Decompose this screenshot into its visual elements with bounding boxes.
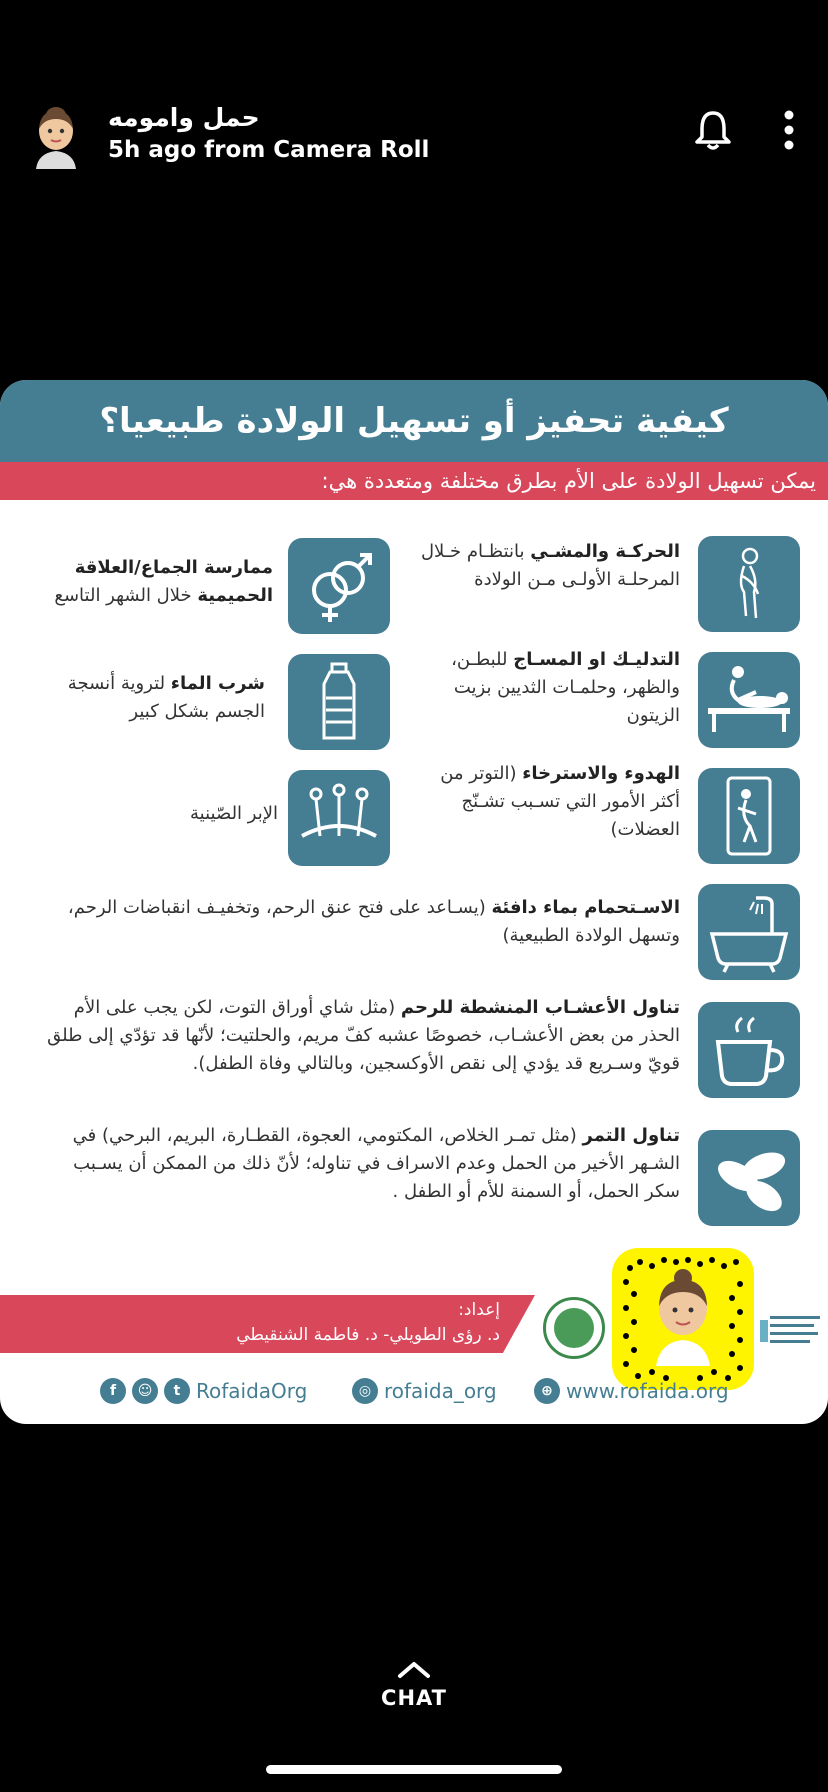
item-relaxation: الهدوء والاسترخاء (التوتر من أكثر الأمور التي تسـبب تشـنّج العضلات) xyxy=(440,763,680,840)
story-username[interactable]: حمل وامومه xyxy=(108,103,260,132)
item-herbs: تناول الأعشـاب المنشطة للرحم (مثل شاي أوراق التوت، لكن يجب على الأم الحذر من بعض الأعشـاب، خصوصًا عشبه كفّ مريم، والحلتيت؛ لأنّها قد تؤدّي إلى طلق قويّ وسـريع قد يؤدي إلى نقص الأوكسجين، وبالتالي وفاة الطفل). xyxy=(47,997,680,1074)
tea-cup-icon xyxy=(698,1002,800,1098)
item-walking: الحركـة والمشـي بانتظـام خـلال المرحلـة الأولـى مـن الولادة xyxy=(420,541,680,590)
story-timestamp: 5h ago from Camera Roll xyxy=(108,137,430,163)
dates-icon xyxy=(698,1130,800,1226)
handle-rofaidaorg[interactable]: RofaidaOrg xyxy=(196,1379,308,1403)
story-image-card xyxy=(0,380,828,1424)
chat-button[interactable]: CHAT xyxy=(381,1686,447,1710)
avatar[interactable] xyxy=(28,101,84,169)
massage-icon xyxy=(698,652,800,748)
social-row-3 xyxy=(534,1375,729,1407)
item-acupuncture: الإبر الصّينية xyxy=(190,803,278,824)
infographic-title: كيفية تحفيز أو تسهيل الولادة طبيعيا؟ xyxy=(0,380,828,462)
home-indicator[interactable] xyxy=(266,1765,562,1774)
subtitle-text: يمكن تسهيل الولادة على الأم بطرق مختلفة ومتعددة هي: xyxy=(321,469,816,493)
social-row-2 xyxy=(352,1375,497,1407)
twitter-icon[interactable]: t xyxy=(164,1378,190,1404)
walking-woman-icon xyxy=(698,536,800,632)
snapcode[interactable] xyxy=(612,1248,754,1390)
bathtub-icon xyxy=(698,884,800,980)
relaxing-woman-icon xyxy=(698,768,800,864)
organization-seal-icon xyxy=(543,1297,605,1359)
authors-text: د. رؤى الطويلي- د. فاطمة الشنقيطي xyxy=(236,1325,500,1345)
gender-symbols-icon xyxy=(288,538,390,634)
item-warm-bath: الاسـتحمام بماء دافئة (يسـاعد على فتح عنق الرحم، وتخفيـف انقباضات الرحم، وتسهل الولادة الطبيعية) xyxy=(67,897,680,946)
handle-rofaida-org[interactable]: rofaida_org xyxy=(384,1379,497,1403)
instagram-icon[interactable]: ◎ xyxy=(352,1378,378,1404)
globe-icon[interactable]: ⊕ xyxy=(534,1378,560,1404)
more-options-icon[interactable] xyxy=(782,109,796,151)
item-water: شرب الماء لتروية أنسجة الجسم بشكل كبير xyxy=(67,673,265,722)
item-massage: التدليـك او المسـاج للبطـن، والظهر، وحلمـات الثديين بزيت الزيتون xyxy=(451,649,680,726)
story-header xyxy=(0,95,828,175)
facebook-icon[interactable]: f xyxy=(100,1378,126,1404)
item-dates: تناول التمر (مثل تمـر الخلاص، المكتومي، العجوة، القطـارة، البريم، البرحي) في الشـهر الأخير من الحمل وعدم الاسراف في تناوله؛ لأنّ ذلك من الممكن أن يسـبب سكر الحمل، أو السمنة للأم أو الطفل . xyxy=(72,1125,680,1202)
prepared-by-label: إعداد: xyxy=(458,1300,500,1320)
snapchat-icon[interactable]: ☺ xyxy=(132,1378,158,1404)
chevron-up-icon[interactable] xyxy=(396,1660,432,1680)
social-row-1 xyxy=(100,1375,307,1407)
infographic-subtitle xyxy=(0,462,828,500)
bell-icon[interactable] xyxy=(694,109,732,151)
acupuncture-needles-icon xyxy=(288,770,390,866)
water-bottle-icon xyxy=(288,654,390,750)
organization-logo xyxy=(760,1310,824,1350)
website-link[interactable]: www.rofaida.org xyxy=(566,1379,729,1403)
item-intercourse: ممارسة الجماع/العلاقة الحميمية خلال الشهر التاسع xyxy=(54,557,273,606)
